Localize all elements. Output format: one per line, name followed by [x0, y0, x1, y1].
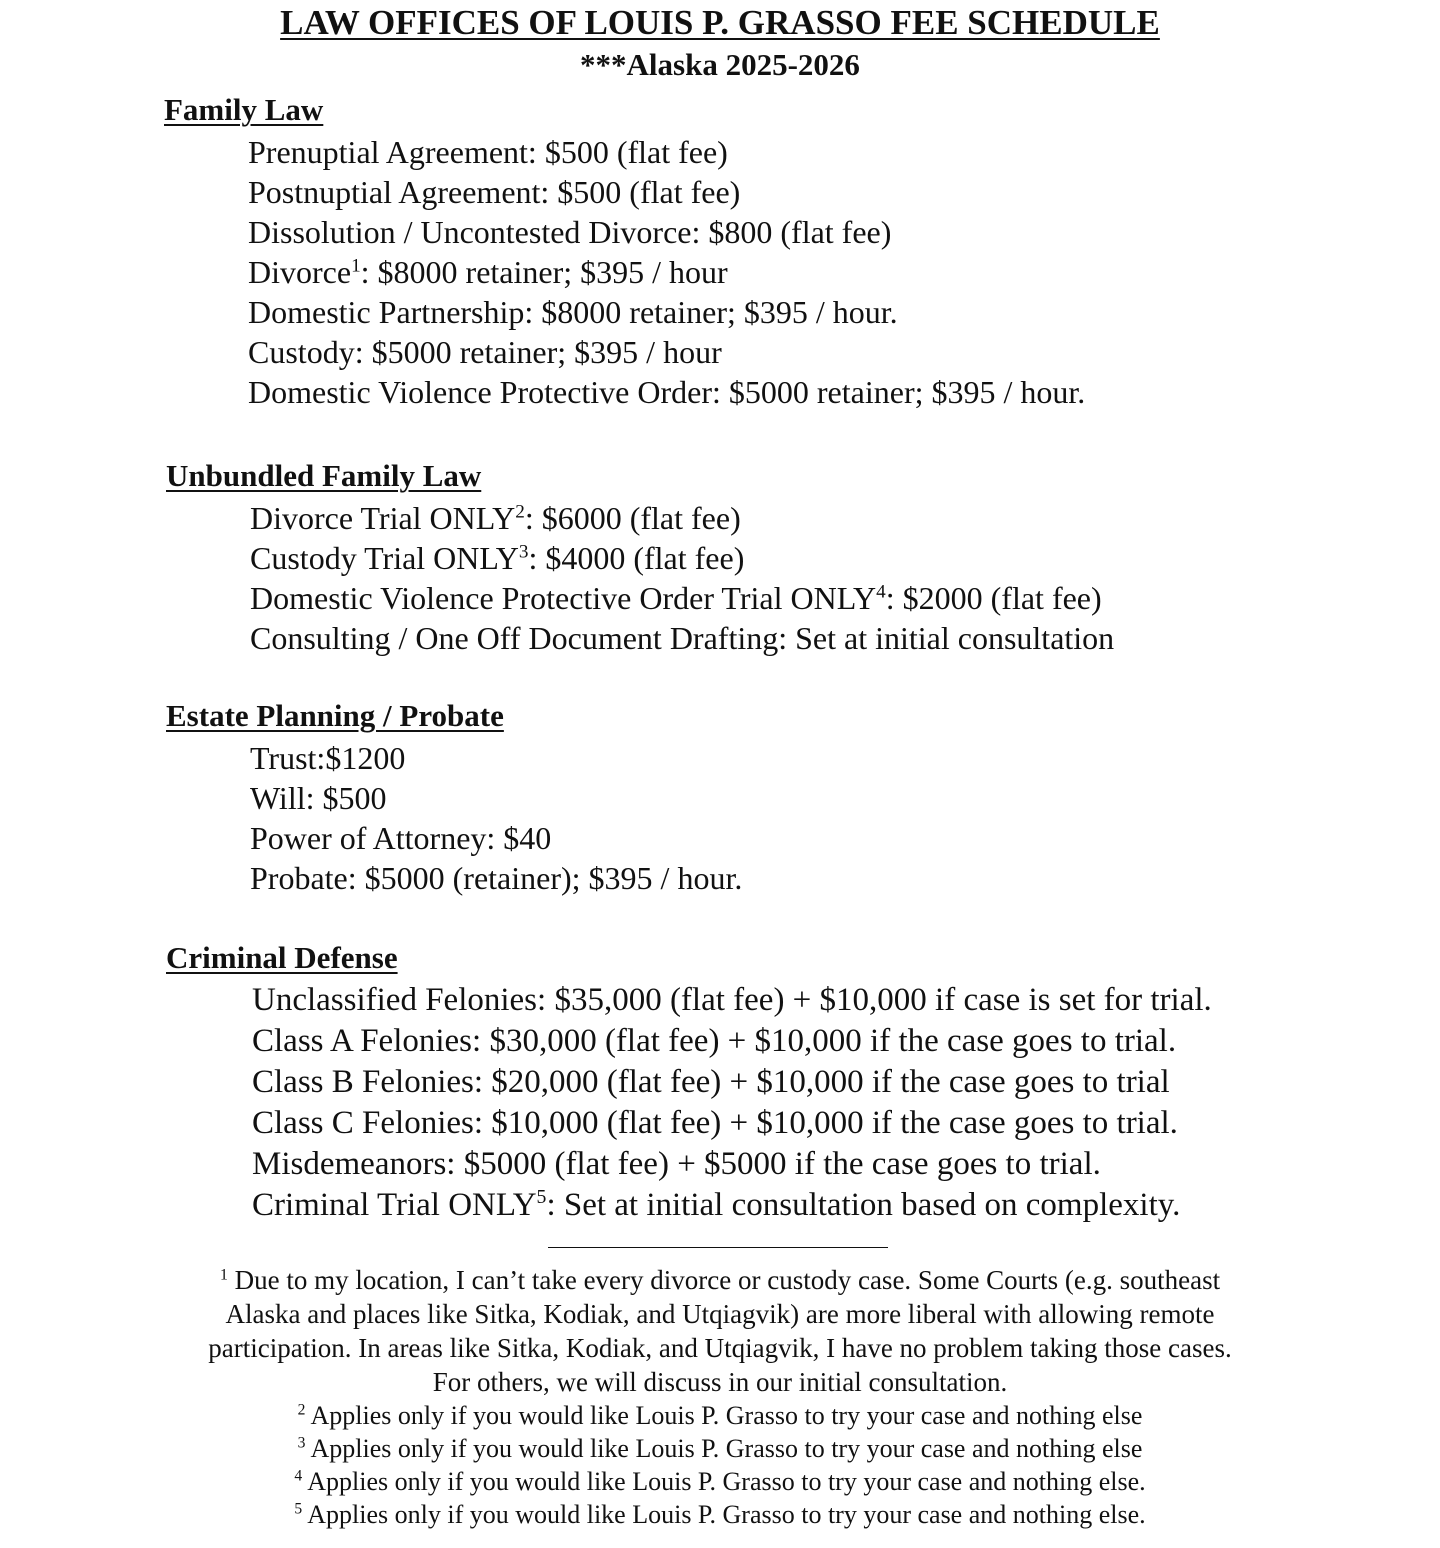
fee-item: Power of Attorney: $40 [250, 820, 552, 856]
section-unbundled-family-law [0, 458, 1440, 658]
fee-item: Postnuptial Agreement: $500 (flat fee) [248, 174, 741, 210]
fee-list [250, 738, 1440, 898]
footnote-ref: 2 [515, 501, 525, 523]
fee-item-price: : $8000 retainer; $395 / hour [360, 254, 728, 290]
footnote-4 [150, 1465, 1290, 1498]
fee-item-price: : $6000 (flat fee) [524, 500, 741, 536]
fee-item-name: Divorce [248, 254, 352, 290]
section-estate-planning-probate [0, 698, 1440, 898]
section-family-law [0, 92, 1440, 412]
fee-item: Class C Felonies: $10,000 (flat fee) + $10,000 if the case goes to trial. [252, 1105, 1178, 1141]
fee-item [250, 538, 1440, 578]
fee-item: Probate: $5000 (retainer); $395 / hour. [250, 860, 743, 896]
fee-item [252, 1185, 1440, 1226]
fee-item: Class B Felonies: $20,000 (flat fee) + $10,000 if the case goes to trial [252, 1064, 1170, 1100]
footnote-divider [548, 1247, 888, 1248]
fee-item-name: Domestic Violence Protective Order Trial ONLY [250, 580, 877, 616]
footnote-text: Due to my location, I can’t take every divorce or custody case. Some Courts (e.g. southeast [234, 1265, 1221, 1295]
footnote-1 [150, 1263, 1290, 1399]
document-title-text: LAW OFFICES OF LOUIS P. GRASSO FEE SCHEDULE [280, 3, 1160, 42]
fee-item: Dissolution / Uncontested Divorce: $800 (flat fee) [248, 214, 892, 250]
footnote-ref: 3 [518, 541, 529, 563]
fee-item: Domestic Partnership: $8000 retainer; $395 / hour. [248, 294, 898, 330]
footnote-marker: 1 [219, 1265, 228, 1284]
fee-item-price: : Set at initial consultation based on complexity. [546, 1187, 1181, 1223]
footnote-line [150, 1263, 1290, 1297]
section-heading: Unbundled Family Law [166, 458, 482, 493]
footnote-line: Alaska and places like Sitka, Kodiak, and Utqiagvik) are more liberal with allowing remote [225, 1299, 1215, 1329]
footnote-text: Applies only if you would like Louis P. Grasso to try your case and nothing else [310, 1434, 1143, 1463]
fee-item: Consulting / One Off Document Drafting: Set at initial consultation [250, 620, 1115, 656]
footnote-2 [150, 1399, 1290, 1432]
fee-item: Prenuptial Agreement: $500 (flat fee) [248, 134, 728, 170]
fee-item: Custody: $5000 retainer; $395 / hour [248, 334, 722, 370]
footnote-text: Applies only if you would like Louis P. Grasso to try your case and nothing else. [307, 1467, 1146, 1496]
footnote-marker: 5 [294, 1500, 303, 1518]
footnote-marker: 3 [297, 1434, 306, 1452]
section-heading: Family Law [164, 92, 324, 127]
fee-item-name: Custody Trial ONLY [250, 540, 519, 576]
fee-list [250, 498, 1440, 658]
footnote-marker: 4 [294, 1467, 303, 1485]
fee-item [250, 498, 1440, 538]
footnote-marker: 2 [297, 1401, 306, 1419]
document-subtitle: ***Alaska 2025-2026 [580, 47, 860, 82]
footnote-text: Applies only if you would like Louis P. Grasso to try your case and nothing else [310, 1401, 1143, 1430]
fee-list [252, 980, 1440, 1226]
section-criminal-defense [0, 940, 1440, 1226]
fee-item [248, 252, 1440, 292]
section-heading: Criminal Defense [166, 940, 398, 975]
fee-item-name: Criminal Trial ONLY [252, 1187, 537, 1223]
fee-item: Trust:$1200 [250, 740, 406, 776]
fee-item-name: Divorce Trial ONLY [250, 500, 516, 536]
document-title [0, 2, 1440, 44]
footnote-text: Applies only if you would like Louis P. Grasso to try your case and nothing else. [307, 1500, 1146, 1529]
fee-item: Will: $500 [250, 780, 387, 816]
footnote-ref: 5 [536, 1186, 547, 1209]
footnote-5 [150, 1498, 1290, 1531]
section-heading: Estate Planning / Probate [166, 698, 504, 733]
footnote-ref: 4 [876, 581, 886, 603]
footnote-line: For others, we will discuss in our initial consultation. [432, 1367, 1008, 1397]
fee-item-price: : $4000 (flat fee) [528, 540, 745, 576]
footnote-line: participation. In areas like Sitka, Kodiak, and Utqiagvik, I have no problem taking those cases. [208, 1333, 1232, 1363]
footnotes [150, 1263, 1290, 1531]
fee-item: Unclassified Felonies: $35,000 (flat fee) + $10,000 if case is set for trial. [252, 982, 1212, 1018]
fee-list [248, 132, 1440, 412]
fee-item-price: : $2000 (flat fee) [885, 580, 1102, 616]
footnote-3 [150, 1432, 1290, 1465]
footnote-ref: 1 [351, 255, 361, 277]
fee-item: Domestic Violence Protective Order: $5000 retainer; $395 / hour. [248, 374, 1086, 410]
fee-item [250, 578, 1440, 618]
fee-item: Misdemeanors: $5000 (flat fee) + $5000 if the case goes to trial. [252, 1146, 1101, 1182]
fee-item: Class A Felonies: $30,000 (flat fee) + $10,000 if the case goes to trial. [252, 1023, 1177, 1059]
